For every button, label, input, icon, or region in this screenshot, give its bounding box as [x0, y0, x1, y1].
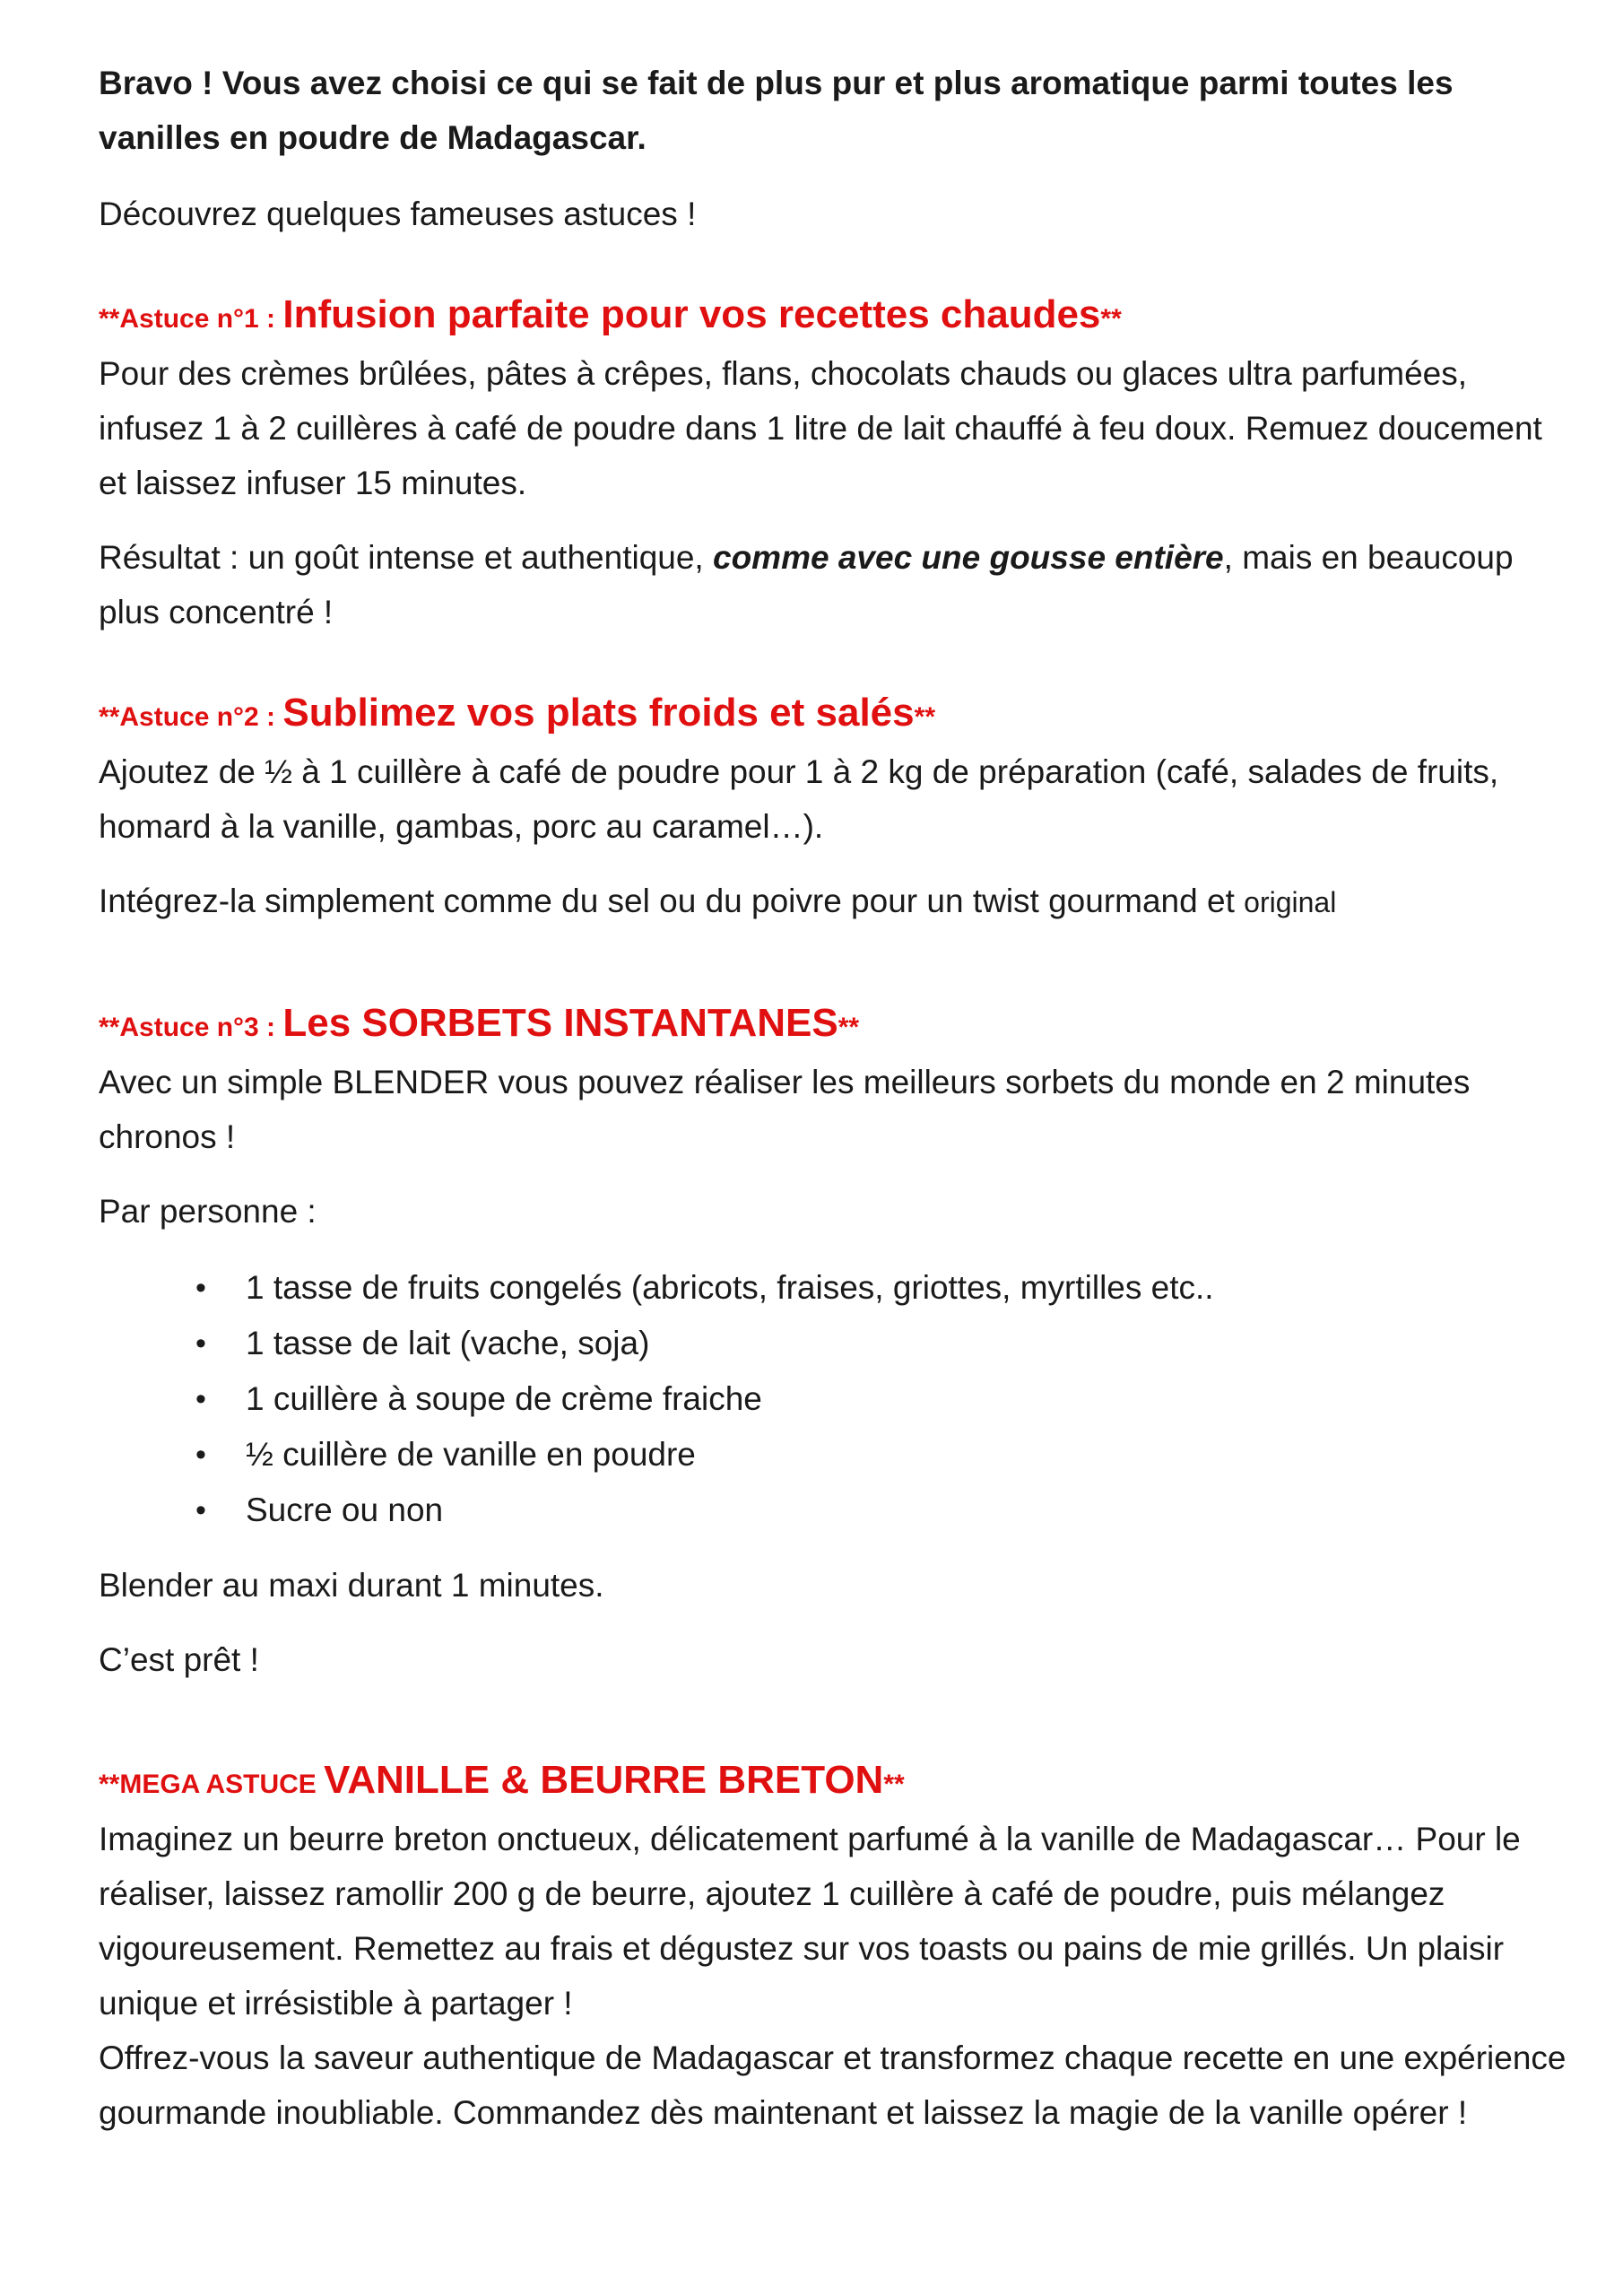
intro-paragraph: Bravo ! Vous avez choisi ce qui se fait de plus pur et plus aromatique parmi toutes les vanilles en poudre de Madagascar. — [99, 65, 1454, 156]
bullet-icon: • — [195, 1382, 206, 1416]
tip1-suffix: ** — [1100, 304, 1122, 334]
ingredient-text: 1 cuillère à soupe de crème fraiche — [246, 1380, 762, 1417]
mega-body: Imaginez un beurre breton onctueux, délicatement parfumé à la vanille de Madagascar… Pour le réaliser, laissez ramollir 200 g de beurre, ajoutez 1 cuillère à café de poudre, puis mélangez vigoureusement. Remettez au frais et dégustez sur vos toasts ou pains de mie grillés. Un plaisir unique et irrésistible à partager ! — [99, 1821, 1521, 2022]
mega-title: VANILLE & BEURRE BRETON — [324, 1758, 884, 1802]
tip2-line2-main: Intégrez-la simplement comme du sel ou du poivre pour un twist gourmand et — [99, 883, 1245, 919]
ingredient-text: 1 tasse de fruits congelés (abricots, fraises, griottes, myrtilles etc.. — [246, 1269, 1214, 1306]
per-person-label: Par personne : — [99, 1193, 317, 1230]
tip3-prefix: **Astuce n°3 : — [99, 1013, 283, 1042]
list-item — [195, 1260, 1569, 1316]
discover-line: Découvrez quelques fameuses astuces ! — [99, 196, 697, 232]
tip3-suffix: ** — [838, 1013, 860, 1042]
list-item — [195, 1427, 1569, 1483]
tip1-prefix: **Astuce n°1 : — [99, 304, 283, 334]
ready-line: C’est prêt ! — [99, 1641, 259, 1678]
mega-heading — [99, 1753, 1569, 1812]
tip3-body: Avec un simple BLENDER vous pouvez réaliser les meilleurs sorbets du monde en 2 minutes chronos ! — [99, 1064, 1471, 1155]
tip2-heading — [99, 686, 1569, 744]
tip2-title: Sublimez vos plats froids et salés — [282, 691, 915, 735]
tip1-body: Pour des crèmes brûlées, pâtes à crêpes, flans, chocolats chauds ou glaces ultra parfumées, infusez 1 à 2 cuillères à café de poudre dans 1 litre de lait chauffé à feu doux. Remuez doucement et laissez infuser 15 minutes. — [99, 355, 1542, 501]
mega-prefix: **MEGA ASTUCE — [99, 1770, 325, 1799]
ingredients-list — [99, 1260, 1569, 1538]
mega-suffix: ** — [883, 1770, 905, 1799]
list-item — [195, 1316, 1569, 1371]
tip2-suffix: ** — [914, 702, 935, 732]
list-item — [195, 1371, 1569, 1427]
ingredient-text: Sucre ou non — [246, 1492, 444, 1528]
tip2-line2-small: original — [1244, 886, 1337, 918]
tip3-title: Les SORBETS INSTANTANES — [282, 1001, 838, 1045]
ingredient-text: ½ cuillère de vanille en poudre — [246, 1436, 696, 1473]
tip2-prefix: **Astuce n°2 : — [99, 702, 283, 732]
blend-instruction: Blender au maxi durant 1 minutes. — [99, 1567, 604, 1604]
ingredient-text: 1 tasse de lait (vache, soja) — [246, 1325, 650, 1361]
bullet-icon: • — [195, 1438, 206, 1472]
tip1-result-emphasis: comme avec une gousse entière — [713, 539, 1224, 576]
document-page — [99, 56, 1569, 2140]
list-item — [195, 1483, 1569, 1538]
tip1-title: Infusion parfaite pour vos recettes chaudes — [282, 292, 1101, 336]
tip1-result-end: , mais en beaucoup plus concentré ! — [99, 539, 1514, 631]
closing-paragraph: Offrez-vous la saveur authentique de Madagascar et transformez chaque recette en une expérience gourmande inoubliable. Commandez dès maintenant et laissez la magie de la vanille opérer ! — [99, 2039, 1567, 2131]
tip1-heading — [99, 288, 1569, 346]
bullet-icon: • — [195, 1326, 206, 1361]
tip1-result — [99, 530, 1569, 639]
bullet-icon: • — [195, 1271, 206, 1305]
tip2-body: Ajoutez de ½ à 1 cuillère à café de poudre pour 1 à 2 kg de préparation (café, salades de fruits, homard à la vanille, gambas, porc au caramel…). — [99, 753, 1499, 845]
bullet-icon: • — [195, 1493, 206, 1527]
tip3-heading — [99, 996, 1569, 1055]
tip1-result-start: Résultat : un goût intense et authentique, — [99, 539, 713, 576]
tip2-line2 — [99, 874, 1569, 930]
